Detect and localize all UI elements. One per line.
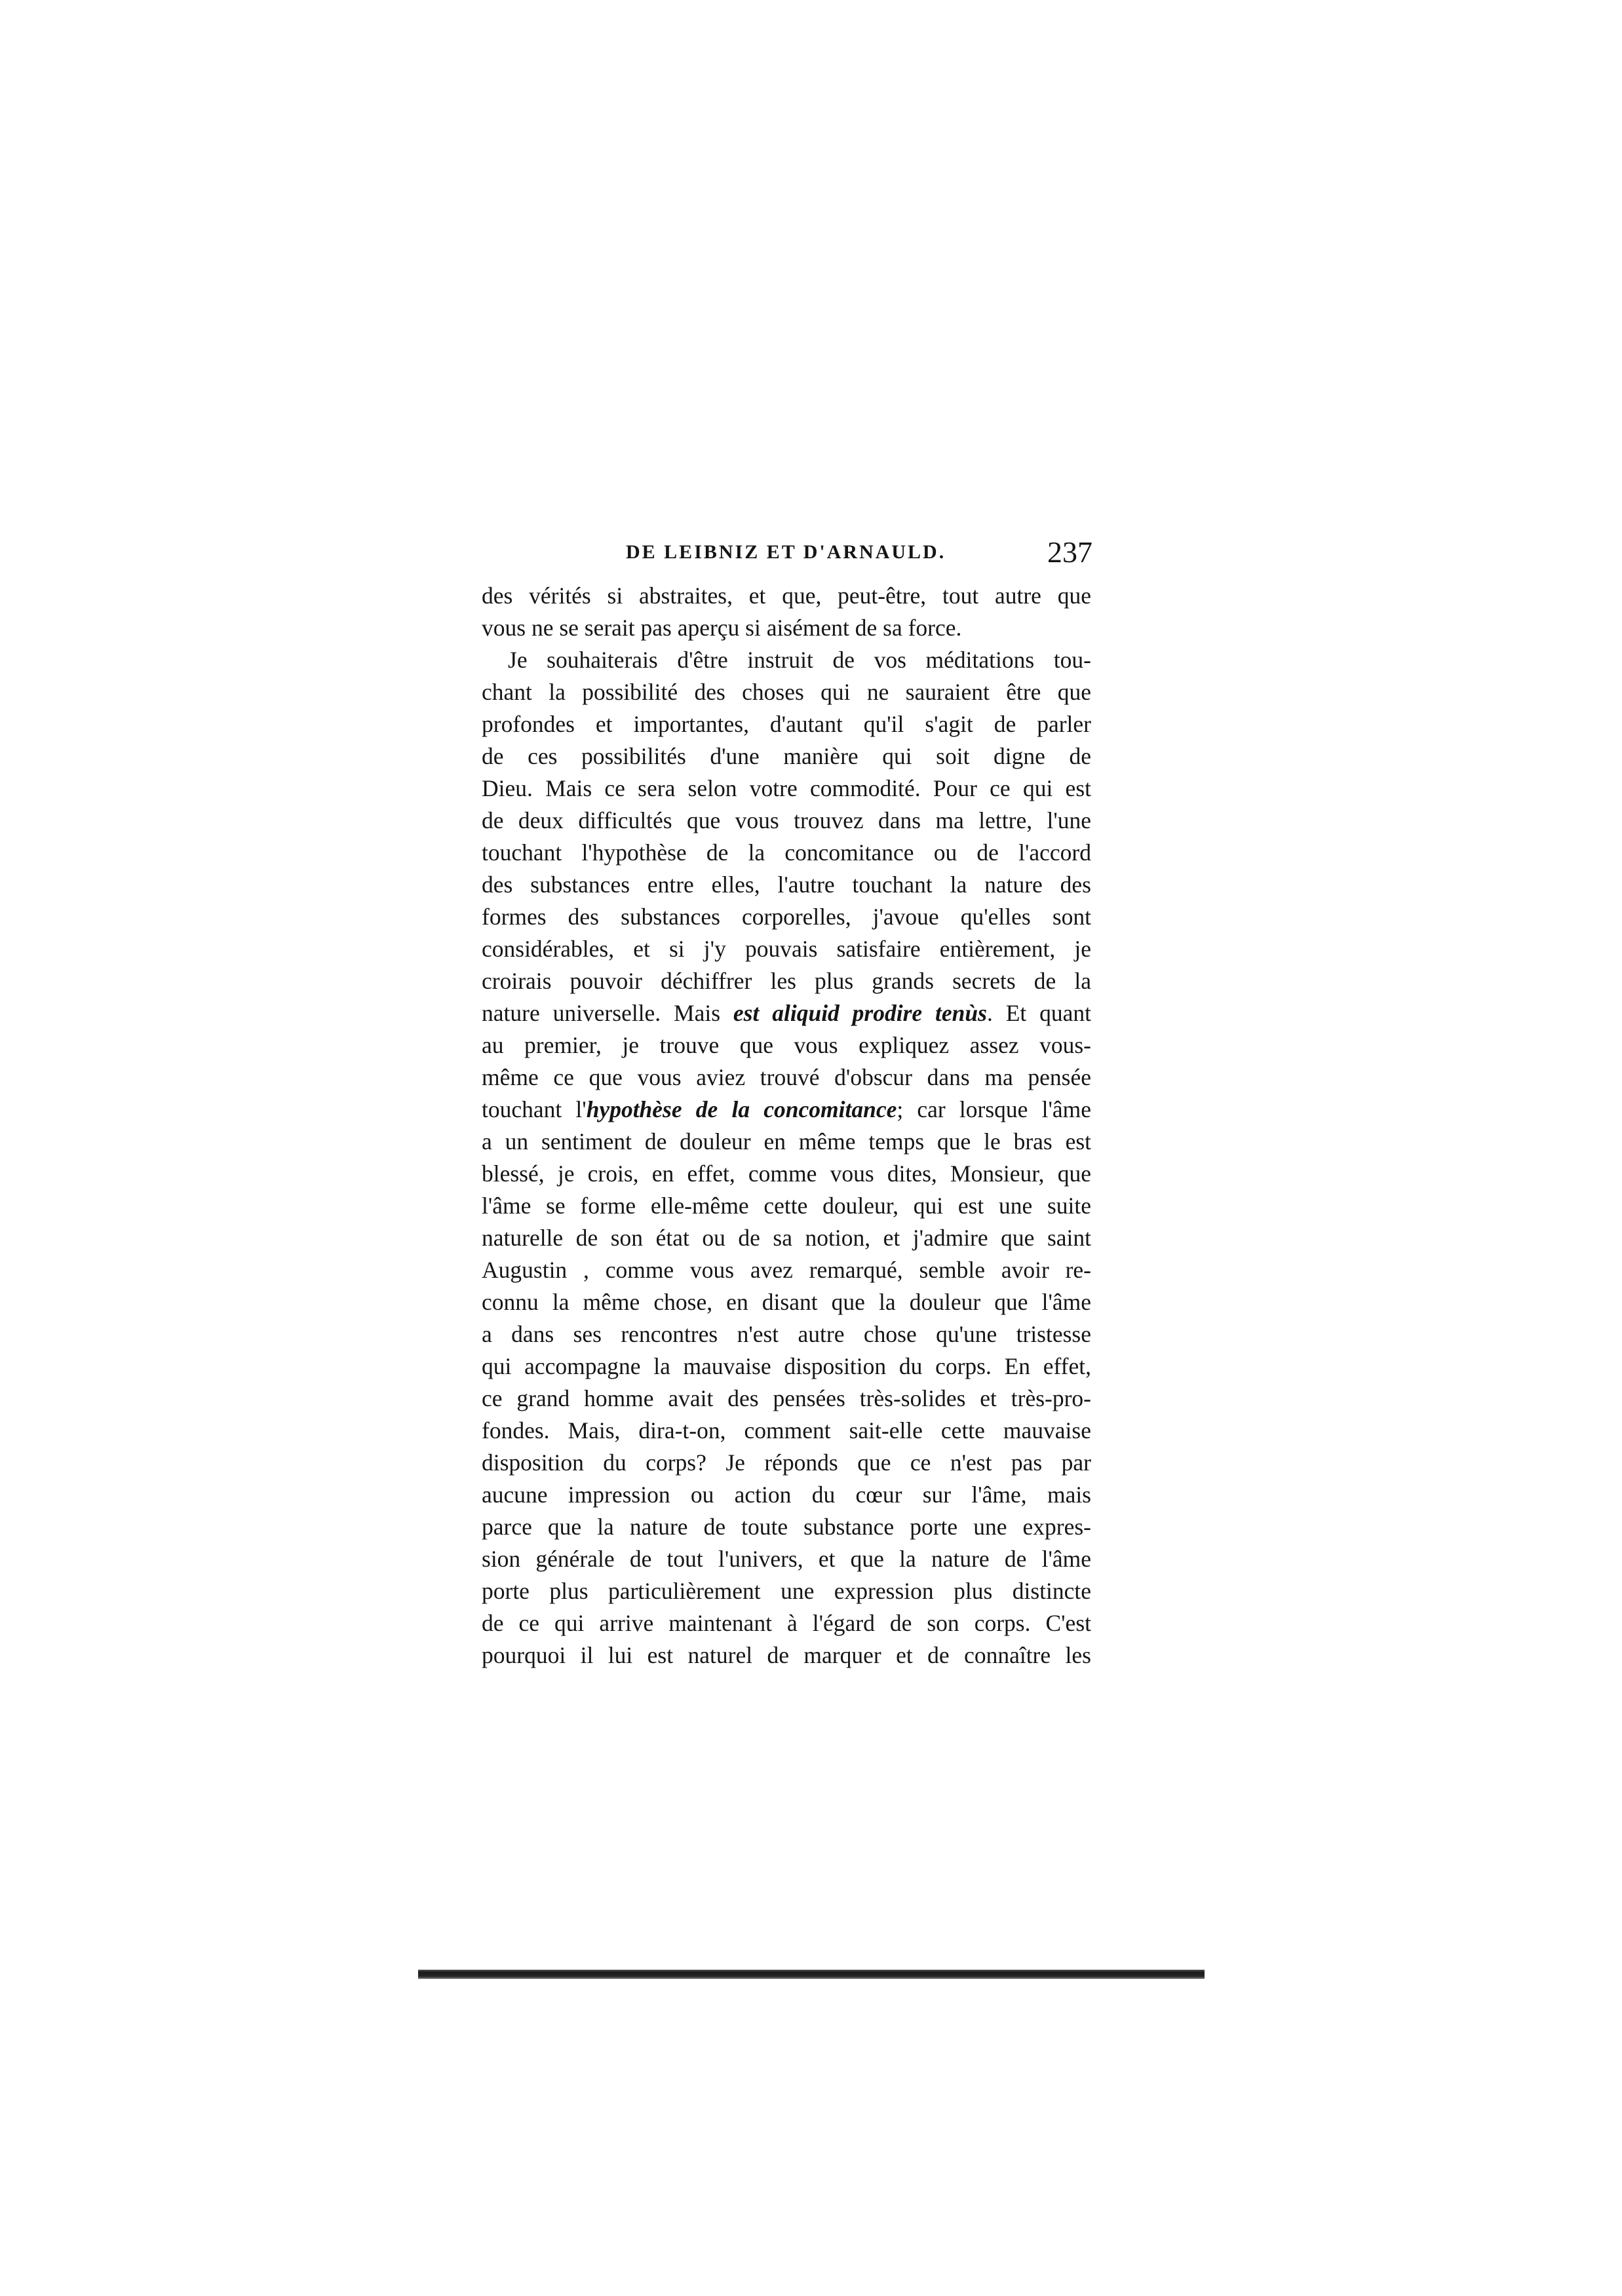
text-segment: touchant l': [482, 1096, 587, 1122]
italic-phrase: est aliquid prodire tenùs: [733, 1000, 987, 1026]
running-head: DE LEIBNIZ ET D'ARNAULD.: [626, 541, 946, 563]
text-line: au premier, je trouve que vous expliquez assez vous-: [482, 1032, 1091, 1058]
text-line: ce grand homme avait des pensées très-solides et très-pro-: [482, 1385, 1091, 1411]
text-segment: ; car lorsque l'âme: [897, 1096, 1091, 1122]
italic-phrase: hypothèse de la concomitance: [586, 1096, 897, 1122]
text-line: porte plus particulièrement une expression plus distincte: [482, 1578, 1091, 1604]
text-line: formes des substances corporelles, j'avoue qu'elles sont: [482, 904, 1091, 930]
text-line: profondes et importantes, d'autant qu'il s'agit de parler: [482, 711, 1091, 737]
text-line: aucune impression ou action du cœur sur l'âme, mais: [482, 1482, 1091, 1508]
text-line: sion générale de tout l'univers, et que la nature de l'âme: [482, 1546, 1091, 1572]
text-line: qui accompagne la mauvaise disposition du corps. En effet,: [482, 1353, 1091, 1379]
text-line: a un sentiment de douleur en même temps que le bras est: [482, 1128, 1091, 1155]
text-line: Je souhaiterais d'être instruit de vos méditations tou-: [508, 647, 1091, 673]
text-line: pourquoi il lui est naturel de marquer et de connaître les: [482, 1642, 1091, 1668]
text-line: touchant l'hypothèse de la concomitance ou de l'accord: [482, 839, 1091, 866]
page-number: 237: [1047, 535, 1092, 569]
text-line: l'âme se forme elle-même cette douleur, qui est une suite: [482, 1193, 1091, 1219]
text-line: Dieu. Mais ce sera selon votre commodité. Pour ce qui est: [482, 775, 1091, 801]
text-line: vous ne se serait pas aperçu si aisément de sa force.: [482, 615, 962, 641]
body-text: [482, 580, 1091, 1672]
text-line: fondes. Mais, dira-t-on, comment sait-elle cette mauvaise: [482, 1417, 1091, 1444]
text-line: disposition du corps? Je réponds que ce n'est pas par: [482, 1449, 1091, 1476]
text-line: connu la même chose, en disant que la douleur que l'âme: [482, 1289, 1091, 1315]
text-segment: nature universelle. Mais: [482, 1000, 733, 1026]
text-line: [482, 997, 1091, 1029]
text-line: de ce qui arrive maintenant à l'égard de son corps. C'est: [482, 1610, 1091, 1636]
text-segment: . Et quant: [986, 1000, 1091, 1026]
text-line: même ce que vous aviez trouvé d'obscur dans ma pensée: [482, 1064, 1091, 1090]
text-line: de deux difficultés que vous trouvez dans ma lettre, l'une: [482, 807, 1091, 833]
text-line: a dans ses rencontres n'est autre chose qu'une tristesse: [482, 1321, 1091, 1347]
text-line: croirais pouvoir déchiffrer les plus grands secrets de la: [482, 968, 1091, 994]
text-line: parce que la nature de toute substance porte une expres-: [482, 1514, 1091, 1540]
text-line: chant la possibilité des choses qui ne sauraient être que: [482, 679, 1091, 705]
text-line: des substances entre elles, l'autre touchant la nature des: [482, 871, 1091, 898]
text-line: [482, 1094, 1091, 1126]
bottom-rule: [418, 1970, 1205, 1979]
text-line: naturelle de son état ou de sa notion, et j'admire que saint: [482, 1225, 1091, 1251]
text-line: Augustin , comme vous avez remarqué, semble avoir re-: [482, 1257, 1091, 1283]
text-line: de ces possibilités d'une manière qui soit digne de: [482, 743, 1091, 769]
text-line: des vérités si abstraites, et que, peut-être, tout autre que: [482, 583, 1091, 609]
text-line: blessé, je crois, en effet, comme vous dites, Monsieur, que: [482, 1160, 1091, 1187]
text-line: considérables, et si j'y pouvais satisfaire entièrement, je: [482, 936, 1091, 962]
